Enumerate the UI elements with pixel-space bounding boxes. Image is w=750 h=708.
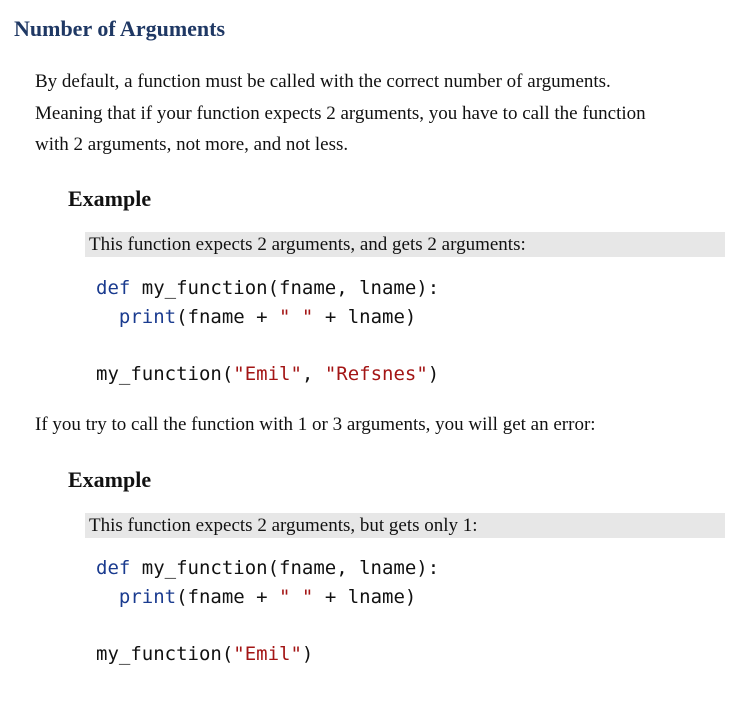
code-keyword: def [96, 557, 131, 579]
code-indent [96, 306, 119, 328]
intro-paragraph [35, 66, 735, 161]
code-string: "Emil" [233, 363, 302, 385]
code-keyword: def [96, 277, 131, 299]
code-string: " " [279, 586, 314, 608]
code-line-call [96, 360, 439, 389]
code-string: " " [279, 306, 314, 328]
code-indent [96, 586, 119, 608]
code-line-def [96, 274, 439, 303]
code-text: + lname) [313, 586, 417, 608]
code-block [96, 274, 439, 389]
code-text: ) [427, 363, 440, 385]
code-text: my_function(fname, lname): [130, 277, 440, 299]
code-text: ) [301, 643, 314, 665]
code-text: (fname + [176, 586, 280, 608]
example-heading: Example [68, 186, 152, 211]
code-line-call [96, 640, 439, 669]
code-string: "Emil" [233, 643, 302, 665]
example-description: This function expects 2 arguments, and gets 2 arguments: [85, 232, 725, 257]
intro-line: By default, a function must be called with the correct number of arguments. [35, 71, 611, 92]
code-builtin: print [118, 586, 177, 608]
code-text: my_function( [96, 643, 234, 665]
code-text: , [301, 363, 325, 385]
intro-line: with 2 arguments, not more, and not less. [35, 134, 349, 155]
code-string: "Refsnes" [324, 363, 428, 385]
example-heading: Example [68, 467, 152, 492]
code-block [96, 554, 439, 669]
code-line-print [96, 303, 439, 332]
page-title: Number of Arguments [14, 16, 226, 41]
code-line-blank [96, 332, 439, 360]
code-text: (fname + [176, 306, 280, 328]
code-text: my_function( [96, 363, 234, 385]
error-explanation: If you try to call the function with 1 or 3 arguments, you will get an error: [35, 414, 596, 435]
code-builtin: print [118, 306, 177, 328]
code-line-blank [96, 612, 439, 640]
code-text: + lname) [313, 306, 417, 328]
intro-line: Meaning that if your function expects 2 arguments, you have to call the function [35, 102, 646, 124]
code-text: my_function(fname, lname): [130, 557, 440, 579]
example-description: This function expects 2 arguments, but gets only 1: [85, 513, 725, 538]
code-line-print [96, 583, 439, 612]
code-line-def [96, 554, 439, 583]
